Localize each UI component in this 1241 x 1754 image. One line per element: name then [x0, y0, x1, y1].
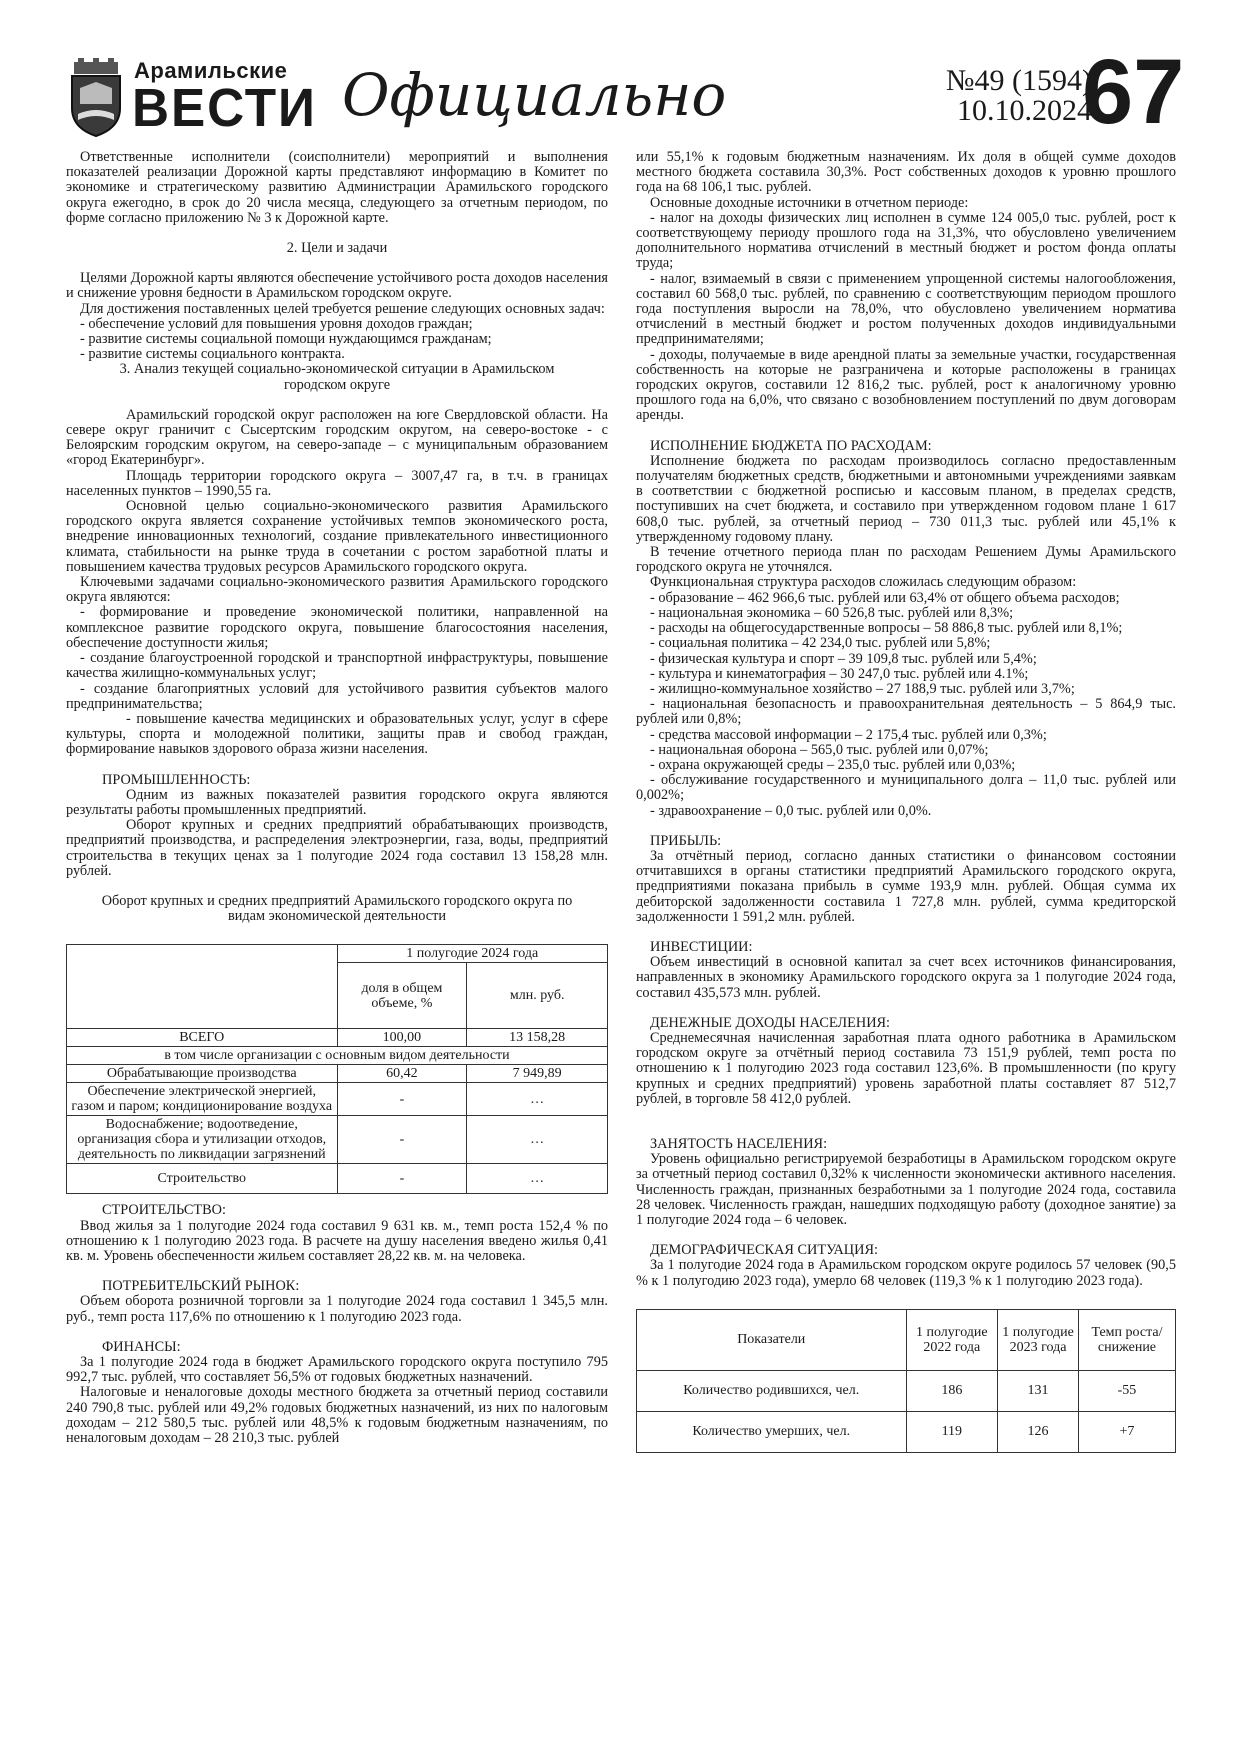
left-column	[66, 150, 608, 1446]
paragraph: Арамильский городской округ расположен на юге Свердловской области. На севере округ граничит с Сысертским городским округом, на северо-востоке - с Белоярским городским округом, на северо-западе – с муниципальным образованием «город Екатеринбург».	[66, 406, 608, 469]
list-item: - охрана окружающей среды – 235,0 тыс. рублей или 0,03%;	[650, 756, 1016, 773]
heading-budget: ИСПОЛНЕНИЕ БЮДЖЕТА ПО РАСХОДАМ:	[650, 437, 932, 454]
heading-finance: ФИНАНСЫ:	[102, 1338, 181, 1355]
issue-number: №49 (1594)	[945, 64, 1092, 97]
paragraph: Объем оборота розничной торговли за 1 полугодие 2024 года составил 1 345,5 млн. руб., темп роста 117,6% по отношению к 1 полугодию 2023 года.	[66, 1293, 608, 1325]
issue-info	[872, 66, 1092, 126]
list-item: - образование – 462 966,6 тыс. рублей или 63,4% от общего объема расходов;	[650, 589, 1120, 606]
paragraph: Основные доходные источники в отчетном периоде:	[650, 194, 969, 211]
page-number: 67	[1082, 41, 1185, 143]
table-cell: Обрабатывающие производства	[67, 1065, 338, 1083]
list-item: - обслуживание государственного и муниципального долга – 11,0 тыс. рублей или 0,002%;	[636, 772, 1176, 804]
heading-demography: ДЕМОГРАФИЧЕСКАЯ СИТУАЦИЯ:	[650, 1242, 878, 1259]
brand-main: ВЕСТИ	[132, 78, 317, 138]
paragraph: Одним из важных показателей развития городского округа являются результаты работы промышленных предприятий.	[66, 786, 608, 818]
right-column	[636, 150, 1176, 1453]
heading-income: ДЕНЕЖНЫЕ ДОХОДЫ НАСЕЛЕНИЯ:	[650, 1014, 891, 1031]
paragraph: Площадь территории городского округа – 3007,47 га, в т.ч. в границах населенных пунктов – 1990,55 га.	[66, 467, 608, 499]
table-title: Оборот крупных и средних предприятий Арамильского городского округа по видам экономической деятельности	[101, 892, 573, 925]
list-item: - развитие системы социального контракта.	[80, 346, 345, 363]
paragraph: В течение отчетного периода план по расходам Решением Думы Арамильского городского округа не уточнялся.	[636, 544, 1176, 576]
list-item: - формирование и проведение экономической политики, направленной на комплексное развитие городского округа, повышение благосостояния населения, обеспечение доступности жилья;	[66, 604, 608, 651]
table-row	[67, 1065, 608, 1083]
table-header: Темп роста/ снижение	[1078, 1309, 1175, 1370]
table-header-period: 1 полугодие 2024 года	[337, 945, 608, 963]
paragraph: Объем инвестиций в основной капитал за счет всех источников финансирования, направленных в экономику Арамильского городского округа за 1 полугодие 2024 года, составил 435,573 млн. рублей.	[636, 954, 1176, 1001]
table-header-share: доля в общем объеме, %	[337, 963, 467, 1029]
heading-construction: СТРОИТЕЛЬСТВО:	[102, 1202, 226, 1219]
table-row	[637, 1411, 1176, 1452]
list-item: - физическая культура и спорт – 39 109,8 тыс. рублей или 5,4%;	[650, 650, 1037, 667]
brand-top: Арамильские	[134, 58, 288, 83]
table-row	[67, 1164, 608, 1194]
list-item: - национальная безопасность и правоохранительная деятельность – 5 864,9 тыс. рублей или 0,8%;	[636, 696, 1176, 728]
table-cell: Количество родившихся, чел.	[637, 1370, 907, 1411]
table-cell: 186	[906, 1370, 998, 1411]
table-cell: Строительство	[67, 1164, 338, 1194]
table-cell: в том числе организации с основным видом деятельности	[67, 1047, 608, 1065]
paragraph: Ввод жилья за 1 полугодие 2024 года составил 9 631 кв. м., темп роста 152,4 % по отношению к 1 полугодию 2023 года. В расчете на душу населения введено жилья 0,41 кв. м. Уровень обеспеченности жильем составляет 28,22 кв. м. на человека.	[66, 1217, 608, 1264]
table-row	[67, 1047, 608, 1065]
heading-goals: 2. Цели и задачи	[286, 240, 388, 257]
paragraph: За 1 полугодие 2024 года в Арамильском городском округе родилось 57 человек (90,5 % к 1 полугодию 2023 года), умерло 68 человек (119,3 % к 1 полугодию 2023 года).	[636, 1257, 1176, 1289]
demography-table	[636, 1309, 1176, 1453]
table-cell: -55	[1078, 1370, 1175, 1411]
paragraph: Целями Дорожной карты являются обеспечение устойчивого роста доходов населения и снижение уровня бедности в Арамильском городском округе.	[66, 270, 608, 302]
heading-employment: ЗАНЯТОСТЬ НАСЕЛЕНИЯ:	[650, 1135, 828, 1152]
list-item: - национальная экономика – 60 526,8 тыс. рублей или 8,3%;	[650, 604, 1014, 621]
paragraph: Ответственные исполнители (соисполнители) мероприятий и выполнения показателей реализации Дорожной карты представляют информацию в Комитет по экономике и стратегическому развитию Администрации Арамильского городского округа ежегодно, в срок до 20 числа месяца, следующего за отчетным периодом, по форме согласно приложению № 3 к Дорожной карте.	[66, 149, 608, 226]
table-row	[67, 1116, 608, 1164]
paragraph: Ключевыми задачами социально-экономического развития Арамильского городского округа являются:	[66, 574, 608, 606]
paragraph: Среднемесячная начисленная заработная плата одного работника в Арамильском городском округе за отчётный период составила 73 151,9 рублей, темп роста по отношению к 1 полугодию 2023 года составил 123,6%. В промышленности (по кругу крупных и средних предприятий) уровень заработной платы составляет 87 512,7 рублей, в торговле 58 412,0 рублей.	[636, 1029, 1176, 1107]
table-cell: -	[337, 1083, 467, 1116]
table-cell	[67, 945, 338, 1029]
table-cell: 119	[906, 1411, 998, 1452]
list-item: - культура и кинематография – 30 247,0 тыс. рублей или 4.1%;	[650, 665, 1029, 682]
heading-investments: ИНВЕСТИЦИИ:	[650, 938, 753, 955]
economy-table	[66, 944, 608, 1194]
table-cell: 100,00	[337, 1029, 467, 1047]
list-item: - налог на доходы физических лиц исполнен в сумме 124 005,0 тыс. рублей, рост к соответствующему периоду прошлого года на 31,3%, что обусловлено увеличением дополнительного норматива отчислений в местный бюджет и ростом фонда оплаты труда;	[636, 209, 1176, 272]
table-cell: -	[337, 1116, 467, 1164]
table-cell: 7 949,89	[467, 1065, 608, 1083]
heading-profit: ПРИБЫЛЬ:	[650, 832, 722, 849]
list-item: - средства массовой информации – 2 175,4 тыс. рублей или 0,3%;	[650, 726, 1047, 743]
list-item: - расходы на общегосударственные вопросы – 58 886,8 тыс. рублей или 8,1%;	[650, 620, 1123, 637]
table-header: 1 полугодие 2023 года	[998, 1309, 1079, 1370]
list-item: - повышение качества медицинских и образовательных услуг, услуг в сфере культуры, спорта и молодежной политики, защиты прав и свобод граждан, формирование навыков здорового образа жизни населения.	[66, 710, 608, 758]
table-header: Показатели	[637, 1309, 907, 1370]
list-item: - создание благоприятных условий для устойчивого развития субъектов малого предпринимательства;	[66, 680, 608, 712]
section-title: Официально	[342, 61, 727, 129]
list-item: - здравоохранение – 0,0 тыс. рублей или 0,0%.	[650, 802, 932, 819]
list-item: - создание благоустроенной городской и транспортной инфраструктуры, повышение качества жилищно-коммунальных услуг;	[66, 650, 608, 682]
table-row	[67, 1029, 608, 1047]
table-cell: +7	[1078, 1411, 1175, 1452]
paragraph: Основной целью социально-экономического развития Арамильского городского округа является сохранение устойчивых темпов экономического роста, внедрение инновационных технологий, создание привлекательного инвестиционного климата, стабильности на рынке труда в сочетании с ростом заработной платы и повышением качества трудовых ресурсов Арамильского городского округа.	[66, 498, 608, 575]
list-item: - социальная политика – 42 234,0 тыс. рублей или 5,8%;	[650, 635, 991, 652]
table-cell: …	[467, 1116, 608, 1164]
paragraph: или 55,1% к годовым бюджетным назначениям. Их доля в общей сумме доходов местного бюджета составила 30,3%. Рост собственных доходов к уровню прошлого года на 68 106,1 тыс. рублей.	[636, 149, 1176, 196]
paragraph: Для достижения поставленных целей требуется решение следующих основных задач:	[80, 300, 605, 317]
table-cell: Обеспечение электрической энергией, газом и паром; кондиционирование воздуха	[67, 1083, 338, 1116]
paragraph: Функциональная структура расходов сложилась следующим образом:	[650, 574, 1077, 591]
masthead	[62, 41, 1185, 148]
list-item: - налог, взимаемый в связи с применением упрощенной системы налогообложения, составил 60 568,0 тыс. рублей, по сравнению с соответствующим периодом прошлого года поступления выросли на 78,0%, что обусловлено увеличением норматива отчислений в местный бюджет и ростом полученных доходов индивидуальными предпринимателями;	[636, 270, 1176, 348]
table-row	[67, 1083, 608, 1116]
table-header-mln: млн. руб.	[467, 963, 608, 1029]
table-cell: 126	[998, 1411, 1079, 1452]
table-cell: …	[467, 1164, 608, 1194]
table-cell: ВСЕГО	[67, 1029, 338, 1047]
table-cell: Количество умерших, чел.	[637, 1411, 907, 1452]
table-cell: -	[337, 1164, 467, 1194]
heading-market: ПОТРЕБИТЕЛЬСКИЙ РЫНОК:	[102, 1278, 300, 1295]
paragraph: Уровень официально регистрируемой безработицы в Арамильском городском округе за отчетный период составил 0,32% к численности экономически активного населения. Численность граждан, признанных безработными за 1 полугодие 2024 года, составила 28 человек. Численность граждан, нашедших подходящую работу (доходное занятие) за 1 полугодие 2024 года – 6 человек.	[636, 1151, 1176, 1228]
paragraph: Налоговые и неналоговые доходы местного бюджета за отчетный период составили 240 790,8 тыс. рублей или 49,2% годовых бюджетных назначений, из них по налоговым доходам – 212 580,5 тыс. рублей или 48,5% к годовым бюджетным назначениям, по неналоговым доходам – 28 210,3 тыс. рублей	[66, 1384, 608, 1446]
table-row	[637, 1370, 1176, 1411]
paragraph: Исполнение бюджета по расходам производилось согласно предоставленным получателям бюджетных средств, бюджетными и автономными учреждениями заявкам в соответствии с бюджетной росписью и кассовым планом, в пределах средств, поступивших на счет бюджета, и составило при утвержденном годовом плане 1 617 608,0 тыс. рублей, за отчетный период – 730 011,3 тыс. рублей или 45,1% к утвержденному годовому плану.	[636, 452, 1176, 545]
coat-of-arms-logo	[66, 58, 126, 138]
heading-analysis: 3. Анализ текущей социально-экономической ситуации в Арамильском городском округе	[119, 361, 555, 393]
paragraph: За 1 полугодие 2024 года в бюджет Арамильского городского округа поступило 795 992,7 тыс. рублей, что составляет 56,5% от годовых бюджетных назначений.	[66, 1353, 608, 1386]
table-cell: 131	[998, 1370, 1079, 1411]
list-item: - обеспечение условий для повышения уровня доходов граждан;	[80, 315, 473, 332]
heading-industry: ПРОМЫШЛЕННОСТЬ:	[102, 771, 251, 788]
table-header: 1 полугодие 2022 года	[906, 1309, 998, 1370]
paragraph: За отчётный период, согласно данных статистики о финансовом состоянии отчитавшихся в органы статистики предприятий Арамильского городского округа, предприятиями показана прибыль в сумме 193,9 млн. рублей. Общая сумма их дебиторской задолженности составила 1 727,8 млн. рублей, сумма кредиторской задолженности 1 591,2 млн. рублей.	[636, 847, 1176, 925]
list-item: - национальная оборона – 565,0 тыс. рублей или 0,07%;	[650, 741, 989, 758]
issue-date: 10.10.2024	[957, 94, 1092, 127]
table-cell: Водоснабжение; водоотведение, организация сбора и утилизации отходов, деятельность по ликвидации загрязнений	[67, 1116, 338, 1164]
table-cell: 60,42	[337, 1065, 467, 1083]
table-cell: 13 158,28	[467, 1029, 608, 1047]
list-item: - жилищно-коммунальное хозяйство – 27 188,9 тыс. рублей или 3,7%;	[650, 680, 1075, 697]
paragraph: Оборот крупных и средних предприятий обрабатывающих производств, предприятий производства, и распределения электроэнергии, газа, воды, предприятий строительства в текущих ценах за 1 полугодие 2024 года составил 13 158,28 млн. рублей.	[66, 817, 608, 879]
list-item: - развитие системы социальной помощи нуждающимся гражданам;	[80, 331, 492, 348]
table-cell: …	[467, 1083, 608, 1116]
list-item: - доходы, получаемые в виде арендной платы за земельные участки, государственная собственность на которые не разграничена и которые расположены в границах городских округов, составили 12 816,2 тыс. рублей, рост к аналогичному уровню прошлого года на 6,0%, что связано с возобновлением поступлений по двум договорам аренды.	[636, 346, 1176, 424]
